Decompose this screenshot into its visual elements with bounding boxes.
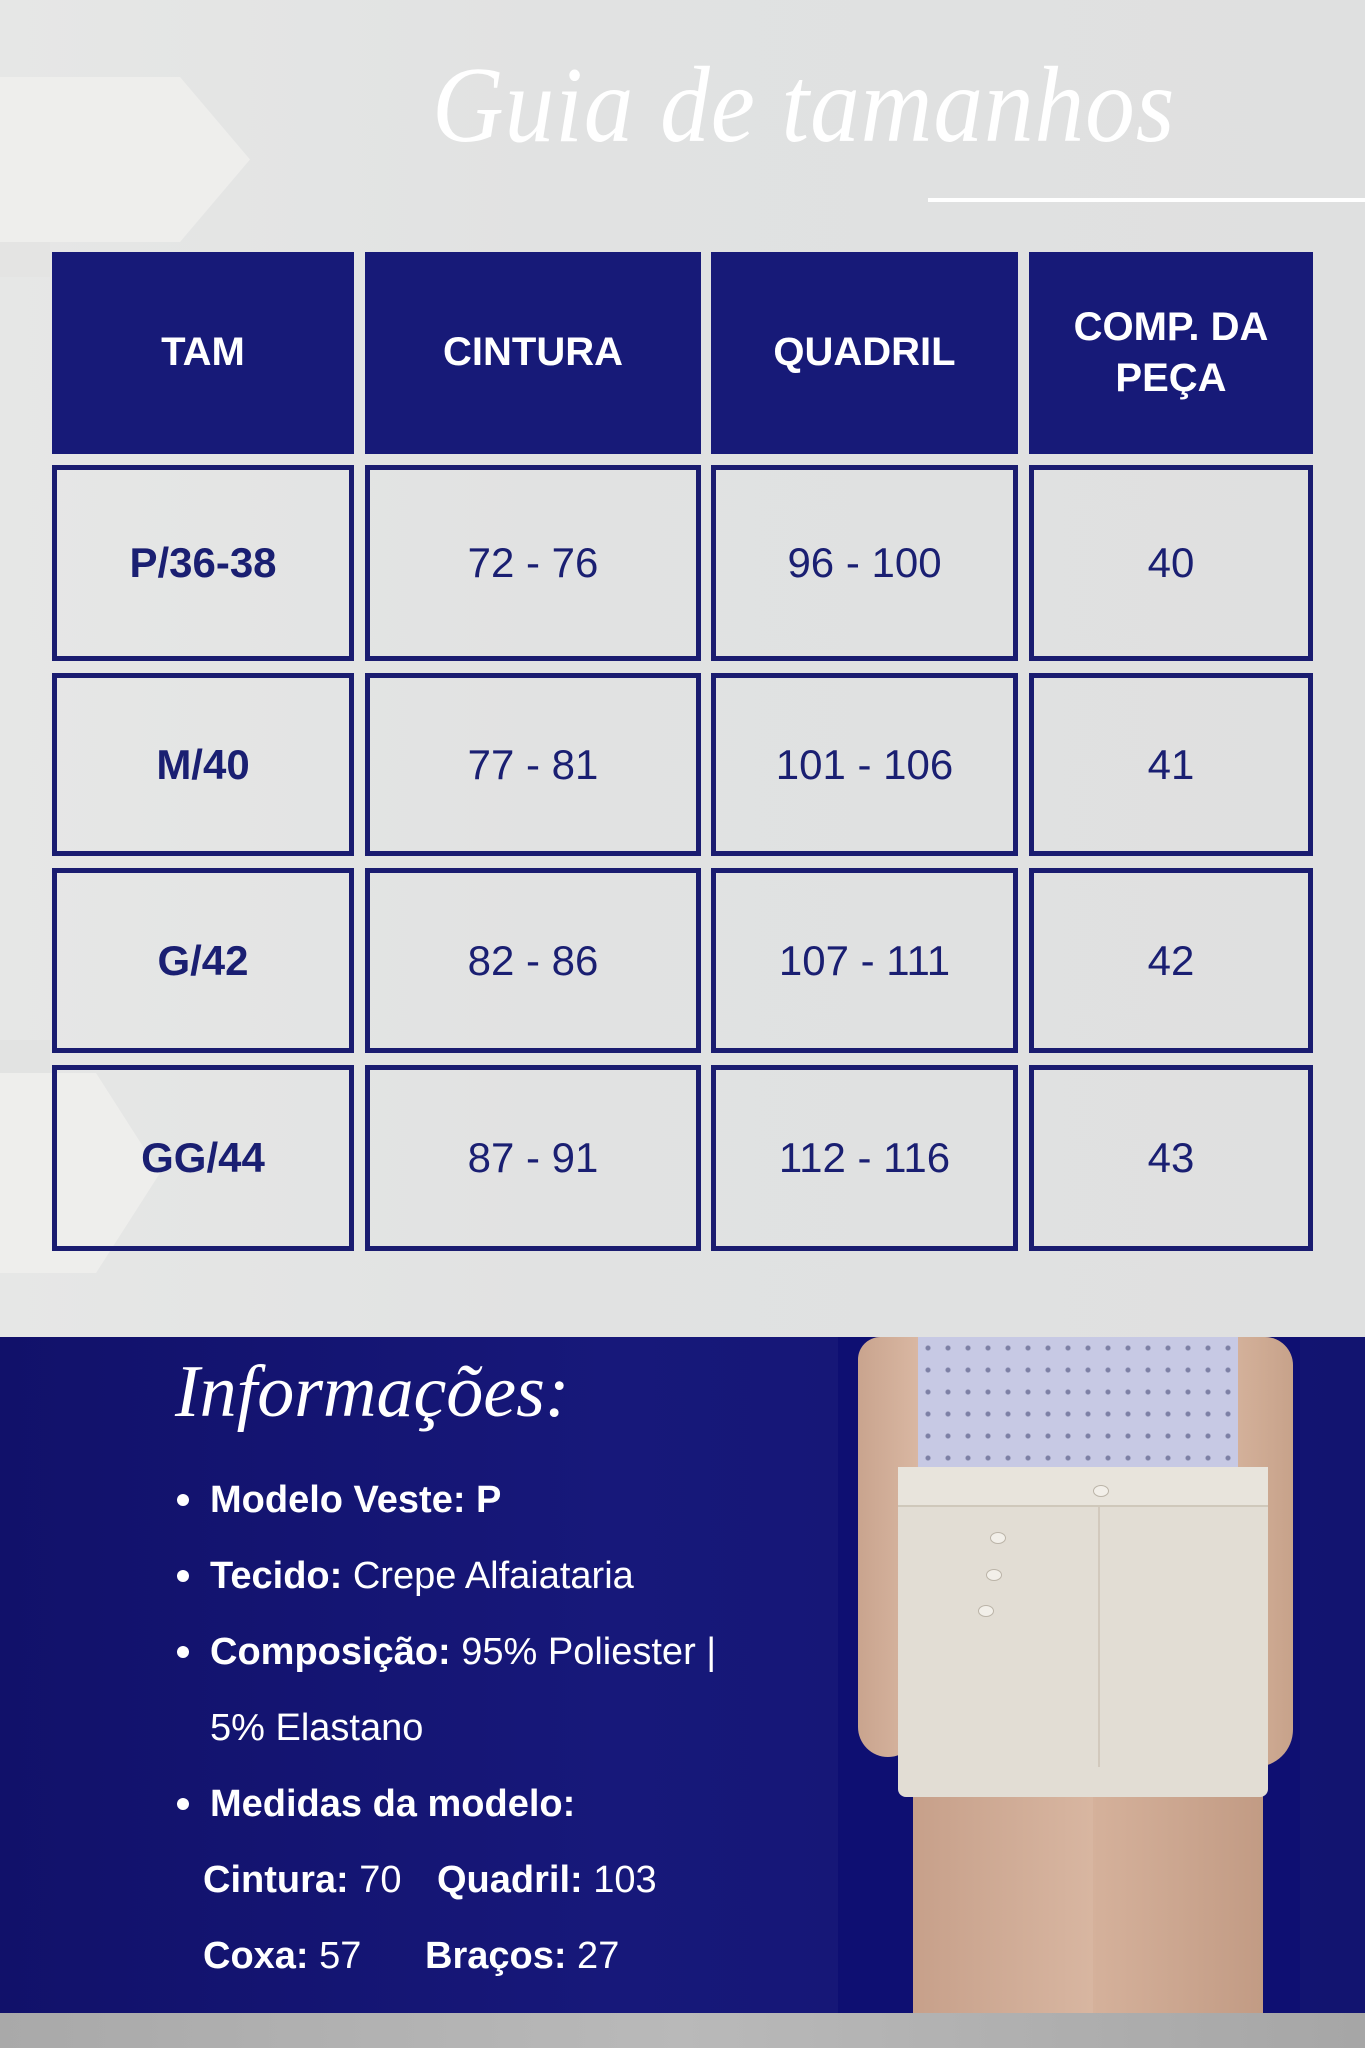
info-item-value: 95% Poliester |: [450, 1631, 717, 1673]
cell-quadril: 101 - 106: [711, 673, 1018, 856]
header-cintura: CINTURA: [365, 252, 701, 454]
photo-button: [978, 1605, 994, 1617]
info-item-modelo-veste: [210, 1481, 501, 1519]
decorative-bar-shape: [0, 242, 50, 277]
info-item-label: Medidas da modelo:: [210, 1783, 576, 1825]
info-item-composicao: [210, 1633, 716, 1671]
cell-size: GG/44: [52, 1065, 354, 1251]
measurement-label: Quadril:: [437, 1859, 583, 1901]
cell-cintura: 72 - 76: [365, 465, 701, 661]
cell-size: M/40: [52, 673, 354, 856]
header-tam: TAM: [52, 252, 354, 454]
info-title: Informações:: [175, 1351, 570, 1433]
measurement-label: Braços:: [425, 1935, 567, 1977]
decorative-bar-shape: [0, 1040, 50, 1073]
cell-quadril: 112 - 116: [711, 1065, 1018, 1251]
photo-shorts: [898, 1467, 1268, 1797]
bottom-strip: [0, 2013, 1365, 2048]
cell-comp: 42: [1029, 868, 1313, 1053]
photo-fly-seam: [1098, 1507, 1100, 1767]
photo-eyelet-pattern: [918, 1337, 1238, 1477]
photo-button: [986, 1569, 1002, 1581]
measurement-value: 57: [308, 1935, 362, 1977]
measurement-cintura: [203, 1861, 401, 1899]
cell-size: G/42: [52, 868, 354, 1053]
info-item-value: Crepe Alfaiataria: [342, 1555, 634, 1597]
bullet-icon: [177, 1570, 189, 1582]
cell-comp: 43: [1029, 1065, 1313, 1251]
measurement-coxa: [203, 1937, 361, 1975]
bullet-icon: [177, 1646, 189, 1658]
product-photo: [838, 1337, 1300, 2013]
title-underline: [928, 198, 1365, 202]
cell-comp: 40: [1029, 465, 1313, 661]
cell-cintura: 77 - 81: [365, 673, 701, 856]
info-item-label: Modelo Veste: P: [210, 1479, 502, 1521]
info-item-tecido: [210, 1557, 634, 1595]
header-quadril: QUADRIL: [711, 252, 1018, 454]
photo-leg-left: [913, 1787, 1093, 2013]
info-item-composicao-continued: 5% Elastano: [210, 1707, 424, 1749]
page-title: Guia de tamanhos: [432, 46, 1176, 165]
info-item-label: Composição:: [210, 1631, 451, 1673]
cell-cintura: 87 - 91: [365, 1065, 701, 1251]
info-item-medidas: [210, 1785, 575, 1823]
bullet-icon: [177, 1798, 189, 1810]
measurement-value: 27: [566, 1935, 620, 1977]
header-comp-peca: [1029, 252, 1313, 454]
measurement-value: 103: [582, 1859, 657, 1901]
cell-quadril: 96 - 100: [711, 465, 1018, 661]
photo-button: [990, 1532, 1006, 1544]
measurement-label: Cintura:: [203, 1859, 349, 1901]
photo-button: [1093, 1485, 1109, 1497]
measurement-label: Coxa:: [203, 1935, 309, 1977]
measurement-bracos: [425, 1937, 619, 1975]
measurement-quadril: [437, 1861, 657, 1899]
info-item-label: Tecido:: [210, 1555, 343, 1597]
measurement-value: 70: [348, 1859, 402, 1901]
cell-cintura: 82 - 86: [365, 868, 701, 1053]
cell-size: P/36-38: [52, 465, 354, 661]
cell-quadril: 107 - 111: [711, 868, 1018, 1053]
bullet-icon: [177, 1494, 189, 1506]
photo-waistband: [898, 1467, 1268, 1507]
header-comp-peca-label: COMP. DA PEÇA: [1073, 304, 1269, 400]
photo-leg-right: [1093, 1787, 1263, 2013]
cell-comp: 41: [1029, 673, 1313, 856]
